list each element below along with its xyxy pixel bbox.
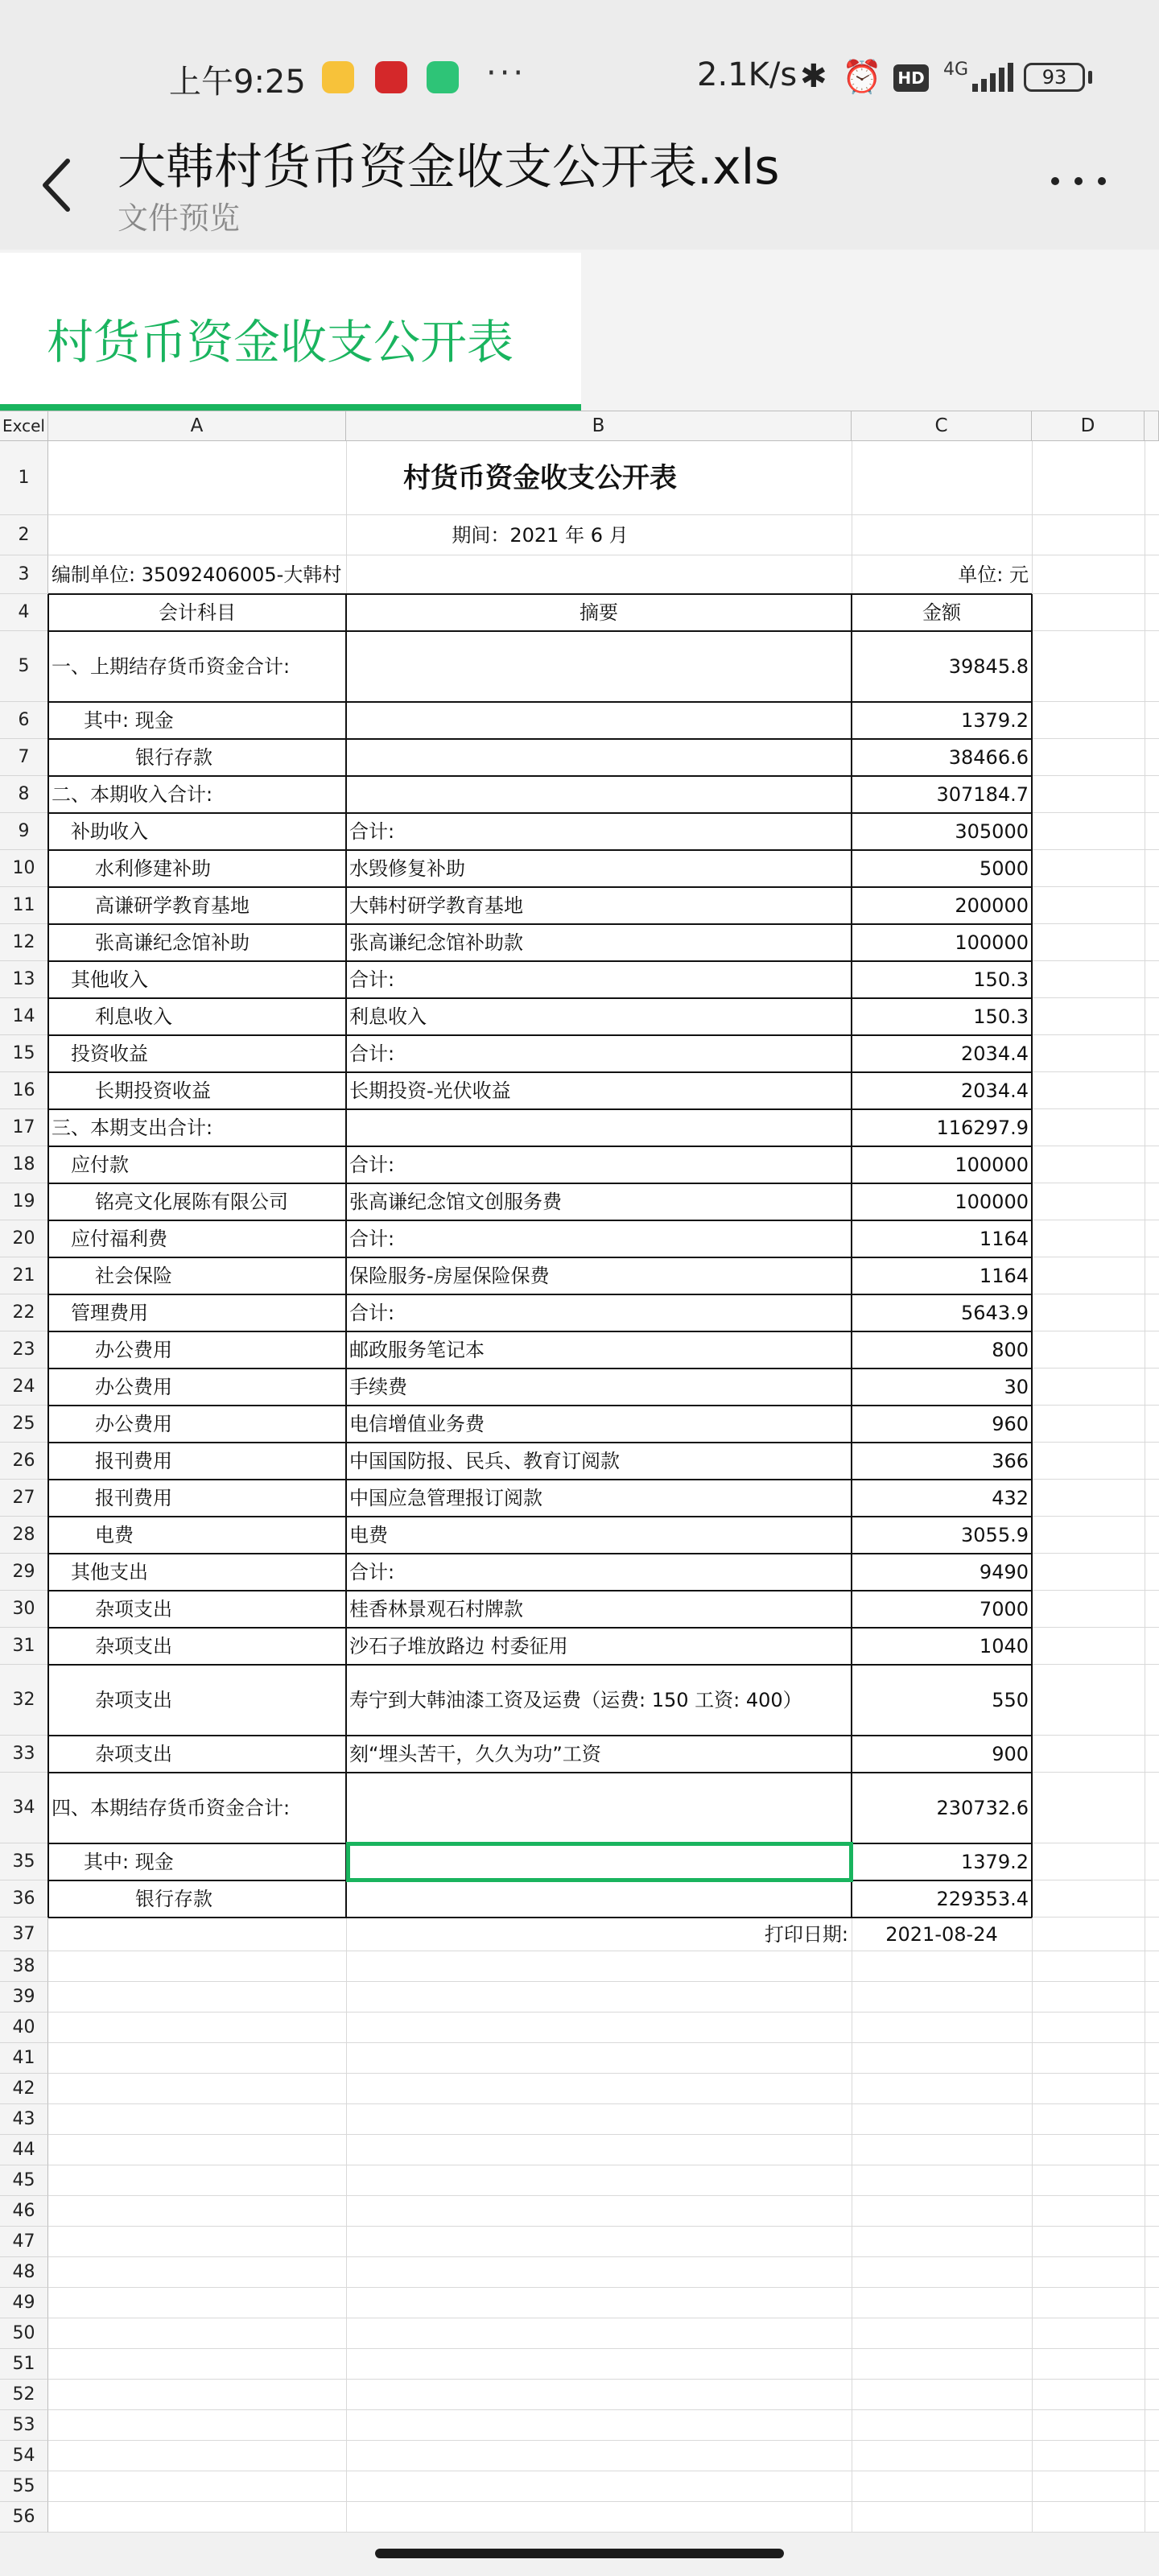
grid-line xyxy=(48,2103,1159,2104)
summary-cell: 利息收入 xyxy=(349,1005,427,1028)
row-header-24[interactable]: 24 xyxy=(0,1368,48,1406)
account-cell: 杂项支出 xyxy=(95,1635,172,1657)
account-cell: 四、本期结存货币资金合计: xyxy=(52,1797,291,1819)
row-header-45[interactable]: 45 xyxy=(0,2165,48,2196)
row-header-37[interactable]: 37 xyxy=(0,1918,48,1951)
amount-cell: 230732.6 xyxy=(936,1797,1029,1819)
row-header-39[interactable]: 39 xyxy=(0,1982,48,2013)
alarm-icon: ⏰ xyxy=(842,59,882,96)
row-header-47[interactable]: 47 xyxy=(0,2227,48,2257)
summary-cell: 合计: xyxy=(349,820,395,843)
column-header-d[interactable]: D xyxy=(1032,411,1145,441)
table-border xyxy=(48,1071,1032,1073)
shield-app-icon xyxy=(427,61,459,93)
row-header-18[interactable]: 18 xyxy=(0,1146,48,1183)
table-border xyxy=(48,593,1032,595)
summary-cell: 中国国防报、民兵、教育订阅款 xyxy=(349,1450,620,1472)
home-indicator[interactable] xyxy=(375,2549,784,2558)
amount-cell: 1164 xyxy=(979,1265,1029,1287)
sheet-unit-currency: 单位: 元 xyxy=(958,564,1029,586)
row-header-2[interactable]: 2 xyxy=(0,515,48,555)
account-cell: 管理费用 xyxy=(71,1302,148,1324)
amount-cell: 5643.9 xyxy=(961,1302,1029,1324)
amount-cell: 900 xyxy=(992,1743,1029,1765)
row-header-25[interactable]: 25 xyxy=(0,1406,48,1443)
amount-cell: 3055.9 xyxy=(961,1524,1029,1546)
row-header-15[interactable]: 15 xyxy=(0,1035,48,1072)
account-cell: 铭亮文化展陈有限公司 xyxy=(95,1191,288,1213)
network-speed: 2.1K/s xyxy=(697,56,798,93)
grid-line xyxy=(48,2012,1159,2013)
battery-tip xyxy=(1088,71,1092,84)
sheet-tab-bar xyxy=(0,250,1159,411)
row-header-19[interactable]: 19 xyxy=(0,1183,48,1220)
battery-icon: 93 xyxy=(1024,63,1085,92)
amount-cell: 2034.4 xyxy=(961,1080,1029,1102)
table-border xyxy=(48,1368,1032,1369)
grid-line xyxy=(48,2348,1159,2349)
account-cell: 高谦研学教育基地 xyxy=(95,894,250,917)
grid-line xyxy=(48,2073,1159,2074)
network-type: 4G xyxy=(943,60,969,80)
table-border xyxy=(48,738,1032,740)
row-header-8[interactable]: 8 xyxy=(0,776,48,813)
grid-line xyxy=(48,2256,1159,2257)
grid-line xyxy=(48,2134,1159,2135)
summary-cell: 大韩村研学教育基地 xyxy=(349,894,523,917)
amount-cell: 200000 xyxy=(955,894,1029,917)
table-border xyxy=(48,923,1032,925)
account-cell: 补助收入 xyxy=(71,820,148,843)
row-header-35[interactable]: 35 xyxy=(0,1843,48,1880)
sheet-unit-label: 编制单位: 35092406005-大韩村 xyxy=(52,564,342,586)
summary-cell: 水毁修复补助 xyxy=(349,857,465,880)
row-header-36[interactable]: 36 xyxy=(0,1880,48,1918)
row-header-23[interactable]: 23 xyxy=(0,1331,48,1368)
account-cell: 三、本期支出合计: xyxy=(52,1117,213,1139)
amount-cell: 150.3 xyxy=(973,968,1029,991)
amount-cell: 305000 xyxy=(955,820,1029,843)
column-header-e[interactable] xyxy=(1145,411,1159,441)
row-header-11[interactable]: 11 xyxy=(0,887,48,924)
grid-line xyxy=(48,2042,1159,2043)
row-header-40[interactable]: 40 xyxy=(0,2013,48,2043)
summary-cell: 长期投资-光伏收益 xyxy=(349,1080,511,1102)
header-account: 会计科目 xyxy=(159,601,236,624)
print-date-value: 2021-08-24 xyxy=(885,1923,998,1946)
account-cell: 其他支出 xyxy=(71,1561,148,1583)
table-border xyxy=(48,1479,1032,1480)
bluetooth-icon: ✱ xyxy=(800,58,827,95)
summary-cell: 合计: xyxy=(349,968,395,991)
weibo-icon xyxy=(322,61,354,93)
row-header-49[interactable]: 49 xyxy=(0,2288,48,2318)
row-header-56[interactable]: 56 xyxy=(0,2502,48,2533)
account-cell: 报刊费用 xyxy=(95,1450,172,1472)
table-border xyxy=(48,960,1032,962)
row-header-29[interactable]: 29 xyxy=(0,1554,48,1591)
account-cell: 办公费用 xyxy=(95,1413,172,1435)
row-header-4[interactable]: 4 xyxy=(0,594,48,631)
table-border xyxy=(48,775,1032,777)
more-notifications-icon: ··· xyxy=(486,55,527,92)
table-border xyxy=(48,1553,1032,1554)
grid-line xyxy=(48,2226,1159,2227)
excel-corner: Excel xyxy=(0,411,48,441)
table-border xyxy=(48,1331,1032,1332)
amount-cell: 100000 xyxy=(955,1154,1029,1176)
account-cell: 办公费用 xyxy=(95,1339,172,1361)
table-border xyxy=(48,1257,1032,1258)
table-border xyxy=(48,630,1032,632)
row-header-48[interactable]: 48 xyxy=(0,2257,48,2288)
row-header-42[interactable]: 42 xyxy=(0,2074,48,2104)
summary-cell xyxy=(349,702,848,739)
summary-cell: 中国应急管理报订阅款 xyxy=(349,1487,542,1509)
row-header-9[interactable]: 9 xyxy=(0,813,48,850)
account-cell: 杂项支出 xyxy=(95,1743,172,1765)
account-cell: 银行存款 xyxy=(135,746,212,769)
table-border xyxy=(48,997,1032,999)
row-header-50[interactable]: 50 xyxy=(0,2318,48,2349)
grid-line xyxy=(48,2379,1159,2380)
header-summary: 摘要 xyxy=(580,601,618,624)
grid-line xyxy=(48,1981,1159,1982)
amount-cell: 550 xyxy=(992,1689,1029,1711)
row-header-32[interactable]: 32 xyxy=(0,1665,48,1736)
row-header-43[interactable]: 43 xyxy=(0,2104,48,2135)
summary-cell: 合计: xyxy=(349,1561,395,1583)
row-header-13[interactable]: 13 xyxy=(0,961,48,998)
grid-line xyxy=(48,2440,1159,2441)
row-header-38[interactable]: 38 xyxy=(0,1951,48,1982)
sheet-period: 期间：2021 年 6 月 xyxy=(452,524,629,547)
summary-cell: 手续费 xyxy=(349,1376,407,1398)
summary-cell: 沙石子堆放路边 村委征用 xyxy=(349,1635,568,1657)
row-header-46[interactable]: 46 xyxy=(0,2196,48,2227)
sheet-title: 村货币资金收支公开表 xyxy=(403,462,677,494)
summary-cell xyxy=(349,631,848,702)
table-border xyxy=(48,1772,1032,1773)
row-header-28[interactable]: 28 xyxy=(0,1517,48,1554)
table-border xyxy=(48,1664,1032,1666)
row-header-51[interactable]: 51 xyxy=(0,2349,48,2380)
table-border xyxy=(48,1146,1032,1147)
summary-cell: 合计: xyxy=(349,1228,395,1250)
row-header-1[interactable]: 1 xyxy=(0,441,48,515)
row-header-54[interactable]: 54 xyxy=(0,2441,48,2471)
sheet-tab-label: 村货币资金收支公开表 xyxy=(47,315,514,369)
account-cell: 应付福利费 xyxy=(71,1228,167,1250)
account-cell: 一、上期结存货币资金合计: xyxy=(52,655,291,678)
column-header-a[interactable]: A xyxy=(48,411,346,441)
summary-cell xyxy=(349,776,848,813)
table-border xyxy=(345,594,347,1918)
account-cell: 其他收入 xyxy=(71,968,148,991)
amount-cell: 2034.4 xyxy=(961,1042,1029,1065)
row-header-34[interactable]: 34 xyxy=(0,1773,48,1843)
row-header-26[interactable]: 26 xyxy=(0,1443,48,1480)
amount-cell: 960 xyxy=(992,1413,1029,1435)
row-header-22[interactable]: 22 xyxy=(0,1294,48,1331)
amount-cell: 1379.2 xyxy=(961,709,1029,732)
status-time: 上午9:25 xyxy=(169,64,306,101)
grid-line xyxy=(48,2287,1159,2288)
amount-cell: 9490 xyxy=(979,1561,1029,1583)
sheet-tab-indicator xyxy=(0,404,581,411)
table-border xyxy=(48,1405,1032,1406)
amount-cell: 1164 xyxy=(979,1228,1029,1250)
document-subtitle: 文件预览 xyxy=(118,200,241,236)
summary-cell xyxy=(349,1109,848,1146)
row-header-12[interactable]: 12 xyxy=(0,924,48,961)
account-cell: 电费 xyxy=(95,1524,134,1546)
row-header-7[interactable]: 7 xyxy=(0,739,48,776)
header-amount: 金额 xyxy=(922,601,961,624)
amount-cell: 30 xyxy=(1004,1376,1029,1398)
title-bar xyxy=(0,105,1159,250)
row-header-6[interactable]: 6 xyxy=(0,702,48,739)
amount-cell: 5000 xyxy=(979,857,1029,880)
grid-line xyxy=(48,2195,1159,2196)
table-border xyxy=(48,701,1032,703)
column-header-c[interactable]: C xyxy=(852,411,1032,441)
table-border xyxy=(48,1590,1032,1591)
amount-cell: 800 xyxy=(992,1339,1029,1361)
table-border xyxy=(48,1220,1032,1221)
table-border xyxy=(851,594,852,1918)
table-border xyxy=(47,594,49,1918)
table-border xyxy=(48,1108,1032,1110)
summary-cell xyxy=(349,739,848,776)
row-header-53[interactable]: 53 xyxy=(0,2410,48,2441)
account-cell: 社会保险 xyxy=(95,1265,172,1287)
summary-cell: 合计: xyxy=(349,1042,395,1065)
document-title: 大韩村货币资金收支公开表.xls xyxy=(118,139,780,196)
print-date-label: 打印日期: xyxy=(764,1923,848,1946)
amount-cell: 116297.9 xyxy=(936,1117,1029,1139)
row-header-17[interactable]: 17 xyxy=(0,1109,48,1146)
row-header-5[interactable]: 5 xyxy=(0,631,48,702)
row-header-55[interactable]: 55 xyxy=(0,2471,48,2502)
amount-cell: 7000 xyxy=(979,1598,1029,1620)
summary-cell: 电信增值业务费 xyxy=(349,1413,485,1435)
account-cell: 银行存款 xyxy=(135,1888,212,1910)
amount-cell: 150.3 xyxy=(973,1005,1029,1028)
amount-cell: 1379.2 xyxy=(961,1851,1029,1873)
row-header-44[interactable]: 44 xyxy=(0,2135,48,2165)
summary-cell: 寿宁到大韩油漆工资及运费（运费: 150 工资: 400） xyxy=(349,1689,802,1711)
row-header-20[interactable]: 20 xyxy=(0,1220,48,1257)
hd-icon: HD xyxy=(893,64,929,92)
table-border xyxy=(48,886,1032,888)
row-header-27[interactable]: 27 xyxy=(0,1480,48,1517)
summary-cell: 电费 xyxy=(349,1524,388,1546)
amount-cell: 366 xyxy=(992,1450,1029,1472)
account-cell: 杂项支出 xyxy=(95,1598,172,1620)
column-header-b[interactable]: B xyxy=(346,411,852,441)
summary-cell: 刻“埋头苦干，久久为功”工资 xyxy=(349,1743,601,1765)
table-border xyxy=(48,1294,1032,1295)
table-border xyxy=(1031,594,1033,1918)
summary-cell: 桂香林景观石村牌款 xyxy=(349,1598,523,1620)
account-cell: 长期投资收益 xyxy=(95,1080,211,1102)
account-cell: 应付款 xyxy=(71,1154,129,1176)
table-border xyxy=(48,812,1032,814)
amount-cell: 100000 xyxy=(955,1191,1029,1213)
table-border xyxy=(48,1516,1032,1517)
table-border xyxy=(48,1442,1032,1443)
account-cell: 其中: 现金 xyxy=(84,1851,174,1873)
summary-cell: 张高谦纪念馆文创服务费 xyxy=(349,1191,562,1213)
table-border xyxy=(48,1183,1032,1184)
grid-line xyxy=(48,2501,1159,2502)
table-border xyxy=(48,1735,1032,1736)
account-cell: 投资收益 xyxy=(71,1042,148,1065)
summary-cell: 邮政服务笔记本 xyxy=(349,1339,485,1361)
account-cell: 二、本期收入合计: xyxy=(52,783,213,806)
account-cell: 水利修建补助 xyxy=(95,857,211,880)
summary-cell xyxy=(349,1773,848,1843)
selected-cell[interactable] xyxy=(346,1842,853,1882)
account-cell: 其中: 现金 xyxy=(84,709,174,732)
amount-cell: 432 xyxy=(992,1487,1029,1509)
summary-cell: 张高谦纪念馆补助款 xyxy=(349,931,523,954)
row-header-3[interactable]: 3 xyxy=(0,555,48,594)
summary-cell: 保险服务-房屋保险保费 xyxy=(349,1265,550,1287)
row-header-33[interactable]: 33 xyxy=(0,1736,48,1773)
amount-cell: 1040 xyxy=(979,1635,1029,1657)
summary-cell: 合计: xyxy=(349,1302,395,1324)
more-options-icon[interactable] xyxy=(1046,166,1111,198)
signal-icon xyxy=(971,63,1016,92)
summary-cell xyxy=(349,1880,848,1918)
amount-cell: 229353.4 xyxy=(936,1888,1029,1910)
account-cell: 利息收入 xyxy=(95,1005,172,1028)
back-arrow-icon[interactable] xyxy=(35,153,84,217)
amount-cell: 307184.7 xyxy=(936,783,1029,806)
row-header-52[interactable]: 52 xyxy=(0,2380,48,2410)
table-border xyxy=(48,849,1032,851)
account-cell: 杂项支出 xyxy=(95,1689,172,1711)
table-border xyxy=(48,1034,1032,1036)
table-border xyxy=(48,1627,1032,1629)
grid-line xyxy=(48,2409,1159,2410)
amount-cell: 100000 xyxy=(955,931,1029,954)
row-header-10[interactable]: 10 xyxy=(0,850,48,887)
sheet-tab[interactable] xyxy=(0,253,581,411)
amount-cell: 38466.6 xyxy=(948,746,1029,769)
row-header-21[interactable]: 21 xyxy=(0,1257,48,1294)
row-header-30[interactable]: 30 xyxy=(0,1591,48,1628)
table-border xyxy=(48,1917,1032,1918)
row-header-31[interactable]: 31 xyxy=(0,1628,48,1665)
row-header-16[interactable]: 16 xyxy=(0,1072,48,1109)
summary-cell: 合计: xyxy=(349,1154,395,1176)
row-header-14[interactable]: 14 xyxy=(0,998,48,1035)
news-app-icon xyxy=(375,61,407,93)
account-cell: 办公费用 xyxy=(95,1376,172,1398)
account-cell: 报刊费用 xyxy=(95,1487,172,1509)
amount-cell: 39845.8 xyxy=(948,655,1029,678)
row-header-41[interactable]: 41 xyxy=(0,2043,48,2074)
account-cell: 张高谦纪念馆补助 xyxy=(95,931,250,954)
